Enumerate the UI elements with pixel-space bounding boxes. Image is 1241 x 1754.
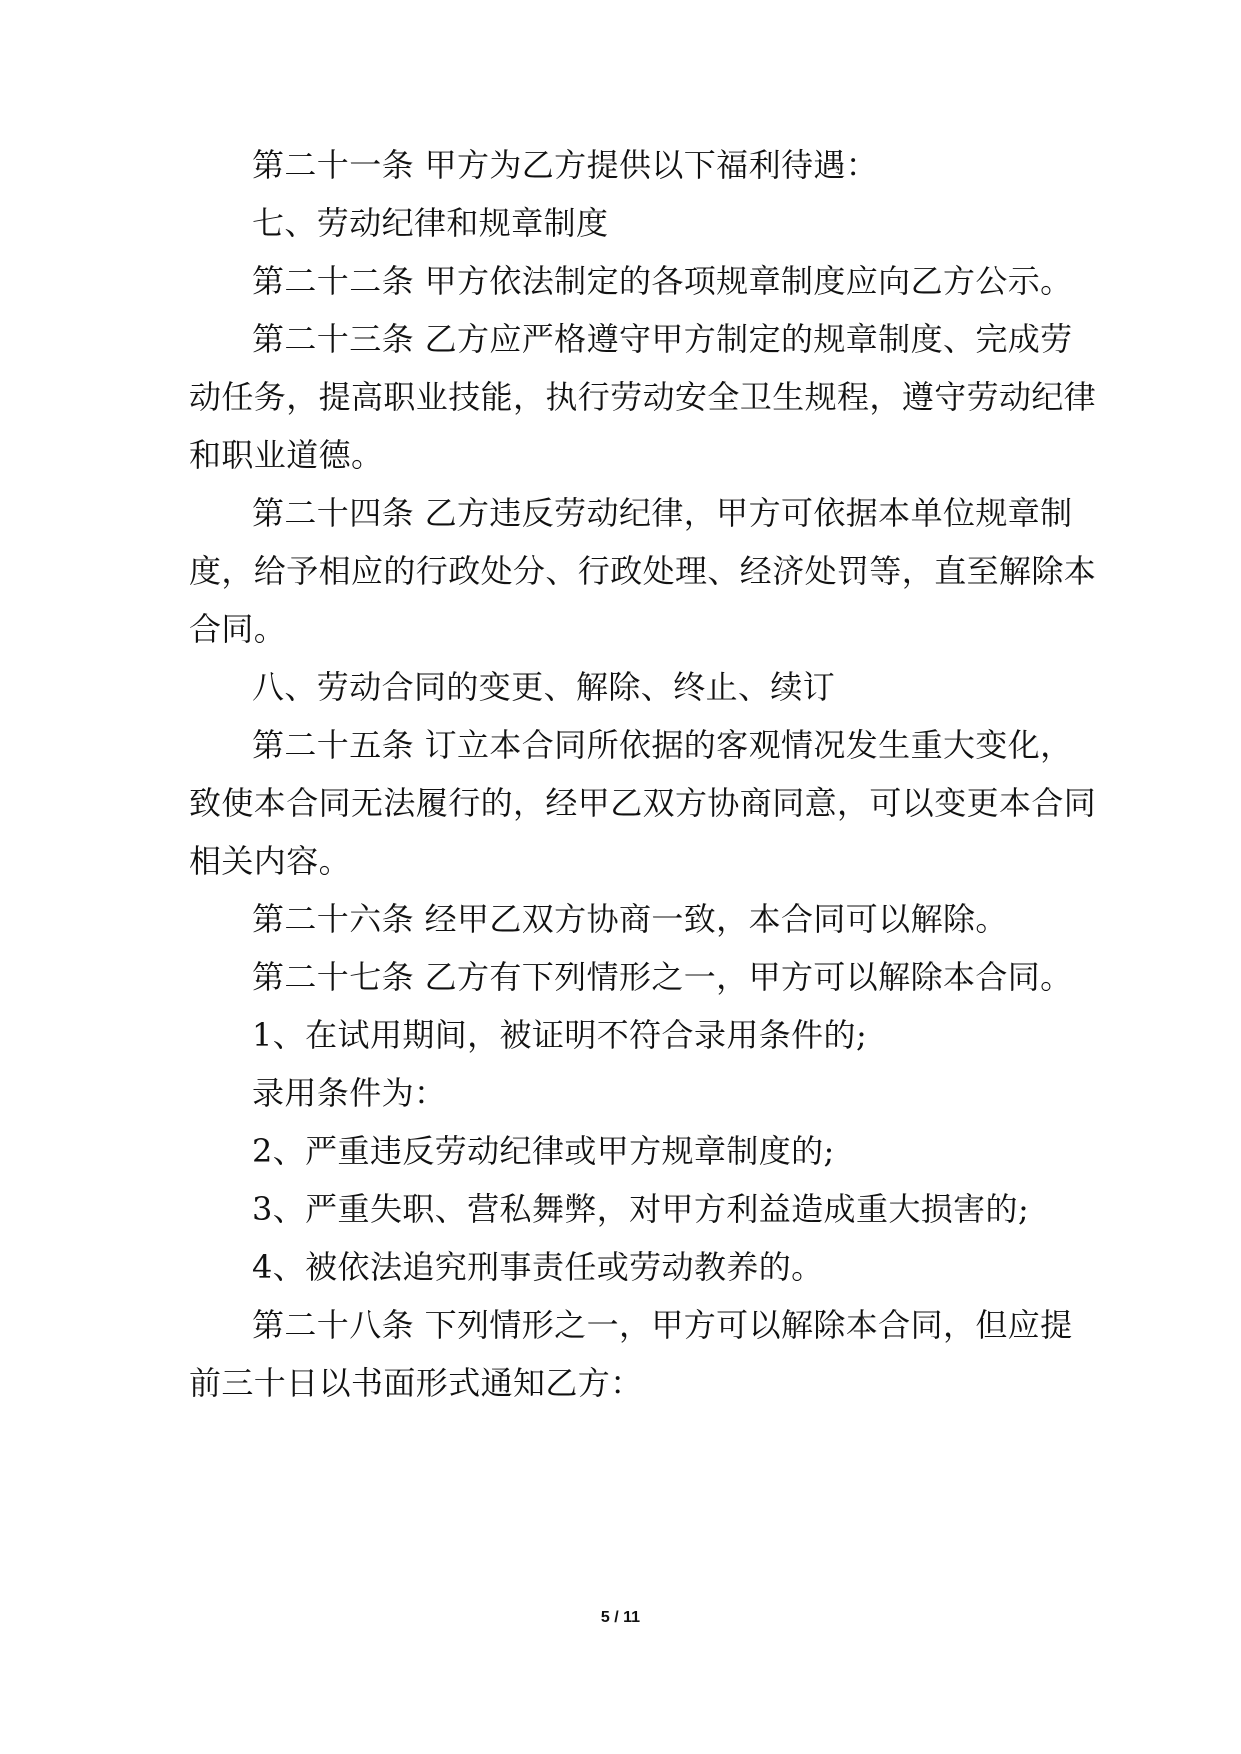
article-27-line: 第二十七条 乙方有下列情形之一，甲方可以解除本合同。 (252, 958, 1073, 996)
article-24-line-3: 合同。 (189, 610, 287, 648)
article-28-line-1: 第二十八条 下列情形之一，甲方可以解除本合同，但应提 (252, 1306, 1073, 1344)
section-7-heading: 七、劳动纪律和规章制度 (252, 204, 609, 242)
article-21-line: 第二十一条 甲方为乙方提供以下福利待遇： (252, 146, 879, 184)
article-26-line: 第二十六条 经甲乙双方协商一致，本合同可以解除。 (252, 900, 1008, 938)
article-23-line-1: 第二十三条 乙方应严格遵守甲方制定的规章制度、完成劳 (252, 320, 1073, 358)
article-27-criteria: 录用条件为： (252, 1074, 447, 1112)
article-22-line: 第二十二条 甲方依法制定的各项规章制度应向乙方公示。 (252, 262, 1073, 300)
article-27-item-4: 4、被依法追究刑事责任或劳动教养的。 (252, 1248, 824, 1286)
article-25-line-3: 相关内容。 (189, 842, 352, 880)
article-27-item-1: 1、在试用期间，被证明不符合录用条件的; (252, 1016, 868, 1054)
article-28-line-2: 前三十日以书面形式通知乙方： (189, 1364, 643, 1402)
page-number: 5 / 11 (600, 1609, 641, 1626)
article-24-line-1: 第二十四条 乙方违反劳动纪律，甲方可依据本单位规章制 (252, 494, 1073, 532)
article-25-line-2: 致使本合同无法履行的，经甲乙双方协商同意，可以变更本合同 (189, 784, 1097, 822)
section-8-heading: 八、劳动合同的变更、解除、终止、续订 (252, 668, 836, 706)
article-23-line-2: 动任务，提高职业技能，执行劳动安全卫生规程，遵守劳动纪律 (189, 378, 1097, 416)
article-25-line-1: 第二十五条 订立本合同所依据的客观情况发生重大变化， (252, 726, 1073, 764)
article-27-item-3: 3、严重失职、营私舞弊，对甲方利益造成重大损害的; (252, 1190, 1030, 1228)
article-24-line-2: 度，给予相应的行政处分、行政处理、经济处罚等，直至解除本 (189, 552, 1097, 590)
article-23-line-3: 和职业道德。 (189, 436, 384, 474)
article-27-item-2: 2、严重违反劳动纪律或甲方规章制度的; (252, 1132, 835, 1170)
